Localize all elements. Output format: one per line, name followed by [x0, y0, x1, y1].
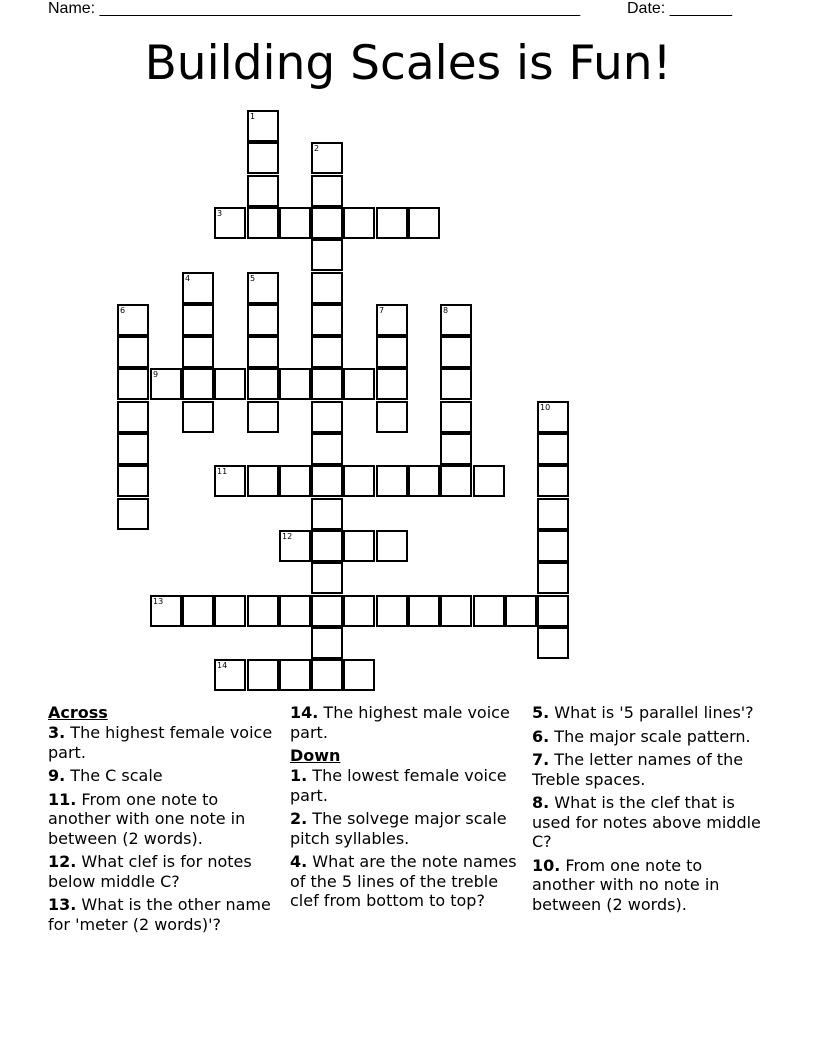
clue-number: 13. [48, 895, 77, 914]
crossword-cell[interactable] [182, 595, 214, 627]
crossword-cell[interactable] [214, 465, 246, 497]
crossword-cell[interactable] [182, 368, 214, 400]
crossword-cell[interactable] [440, 433, 472, 465]
crossword-cell[interactable] [343, 659, 375, 691]
crossword-cell[interactable] [537, 627, 569, 659]
crossword-cell[interactable] [537, 562, 569, 594]
cell-number: 9 [153, 370, 159, 379]
clue-number: 11. [48, 789, 77, 809]
crossword-cell[interactable] [537, 498, 569, 530]
crossword-cell[interactable] [247, 207, 279, 239]
crossword-cell[interactable] [311, 368, 343, 400]
crossword-cell[interactable] [408, 207, 440, 239]
clue-text: The highest male voice part. [290, 703, 510, 742]
cell-number: 6 [120, 306, 126, 315]
clues-column-3 [532, 703, 764, 918]
crossword-cell[interactable] [279, 465, 311, 497]
clue-down-7 [532, 750, 764, 789]
crossword-cell[interactable] [311, 595, 343, 627]
crossword-cell[interactable] [311, 336, 343, 368]
clue-text: The C scale [65, 766, 163, 785]
down-heading: Down [290, 746, 341, 765]
clue-number: 8. [532, 793, 550, 812]
crossword-cell[interactable] [214, 207, 246, 239]
crossword-cell[interactable] [117, 465, 149, 497]
clue-text: What are the note names of the 5 lines of the treble clef from bottom to top? [290, 852, 517, 910]
crossword-cell[interactable] [311, 142, 343, 174]
crossword-cell[interactable] [117, 401, 149, 433]
clue-text: What clef is for notes below middle C? [48, 852, 252, 891]
crossword-cell[interactable] [311, 659, 343, 691]
crossword-cell[interactable] [311, 175, 343, 207]
cell-number: 7 [379, 306, 385, 315]
clue-text: The highest female voice part. [48, 723, 273, 762]
crossword-cell[interactable] [150, 368, 182, 400]
clues-column-2 [290, 703, 522, 915]
clue-text: The solvege major scale pitch syllables. [290, 809, 507, 848]
clue-across-13 [48, 895, 280, 934]
clue-number: 5. [532, 703, 550, 722]
cell-number: 3 [217, 209, 223, 218]
crossword-cell[interactable] [150, 595, 182, 627]
clue-text: The letter names of the Treble spaces. [532, 750, 744, 789]
clue-number: 10. [532, 855, 561, 875]
clue-down-1 [290, 766, 522, 805]
clue-down-10 [532, 856, 764, 915]
crossword-cell[interactable] [279, 530, 311, 562]
crossword-cell[interactable] [440, 595, 472, 627]
crossword-cell[interactable] [247, 175, 279, 207]
crossword-cell[interactable] [537, 465, 569, 497]
crossword-cell[interactable] [279, 207, 311, 239]
crossword-cell[interactable] [440, 336, 472, 368]
crossword-cell[interactable] [440, 401, 472, 433]
clue-text: What is the clef that is used for notes above middle C? [532, 793, 761, 851]
crossword-cell[interactable] [408, 595, 440, 627]
crossword-cell[interactable] [247, 401, 279, 433]
clue-number: 1. [290, 766, 308, 785]
clue-down-4 [290, 852, 522, 911]
across-heading: Across [48, 703, 108, 722]
cell-number: 1 [250, 112, 256, 121]
crossword-cell[interactable] [537, 401, 569, 433]
clue-number: 3. [48, 723, 66, 742]
crossword-cell[interactable] [311, 272, 343, 304]
crossword-cell[interactable] [311, 465, 343, 497]
crossword-cell[interactable] [247, 368, 279, 400]
crossword-cell[interactable] [311, 401, 343, 433]
clue-down-8 [532, 793, 764, 852]
crossword-cell[interactable] [247, 110, 279, 142]
clue-number: 9. [48, 766, 66, 785]
clue-number: 7. [532, 750, 550, 769]
crossword-cell[interactable] [214, 659, 246, 691]
crossword-cell[interactable] [473, 595, 505, 627]
crossword-cell[interactable] [376, 336, 408, 368]
clue-across-12 [48, 852, 280, 891]
crossword-cell[interactable] [247, 336, 279, 368]
clue-number: 14. [290, 703, 319, 722]
crossword-cell[interactable] [247, 659, 279, 691]
crossword-cell[interactable] [117, 498, 149, 530]
clues-column-1 [48, 703, 280, 938]
clue-text: What is the other name for 'meter (2 words)'? [48, 895, 271, 934]
crossword-cell[interactable] [247, 465, 279, 497]
clue-number: 2. [290, 809, 308, 828]
clue-down-2 [290, 809, 522, 848]
crossword-cell[interactable] [376, 304, 408, 336]
crossword-cell[interactable] [537, 595, 569, 627]
crossword-cell[interactable] [279, 595, 311, 627]
clue-across-14 [290, 703, 522, 742]
crossword-cell[interactable] [182, 272, 214, 304]
clue-across-11 [48, 790, 280, 849]
crossword-cell[interactable] [182, 401, 214, 433]
crossword-cell[interactable] [311, 530, 343, 562]
clue-text: From one note to another with no note in between (2 words). [532, 855, 720, 914]
crossword-cell[interactable] [537, 433, 569, 465]
crossword-cell[interactable] [279, 368, 311, 400]
clue-across-3 [48, 723, 280, 762]
clue-number: 6. [532, 726, 550, 746]
crossword-cell[interactable] [440, 304, 472, 336]
crossword-cell[interactable] [376, 401, 408, 433]
clue-text: The major scale pattern. [549, 726, 751, 746]
crossword-cell[interactable] [473, 465, 505, 497]
crossword-cell[interactable] [376, 465, 408, 497]
crossword-cell[interactable] [214, 368, 246, 400]
clue-number: 12. [48, 852, 77, 871]
crossword-cell[interactable] [408, 465, 440, 497]
crossword-cell[interactable] [311, 627, 343, 659]
crossword-cell[interactable] [343, 368, 375, 400]
crossword-cell[interactable] [343, 530, 375, 562]
crossword-cell[interactable] [311, 433, 343, 465]
crossword-cell[interactable] [311, 562, 343, 594]
crossword-cell[interactable] [343, 465, 375, 497]
crossword-cell[interactable] [117, 433, 149, 465]
crossword-cell[interactable] [247, 304, 279, 336]
crossword-cell[interactable] [440, 465, 472, 497]
crossword-cell[interactable] [376, 530, 408, 562]
crossword-cell[interactable] [247, 272, 279, 304]
cell-number: 4 [185, 274, 191, 283]
name-field[interactable]: Name: ______________________________________________________ [48, 0, 581, 17]
crossword-cell[interactable] [117, 304, 149, 336]
cell-number: 11 [217, 467, 228, 476]
clue-text: From one note to another with one note in between (2 words). [48, 789, 246, 848]
crossword-cell[interactable] [247, 595, 279, 627]
page-title: Building Scales is Fun! [144, 36, 672, 91]
crossword-cell[interactable] [505, 595, 537, 627]
crossword-cell[interactable] [247, 142, 279, 174]
cell-number: 10 [540, 403, 551, 412]
cell-number: 5 [250, 274, 256, 283]
crossword-cell[interactable] [376, 207, 408, 239]
crossword-cell[interactable] [311, 304, 343, 336]
crossword-cell[interactable] [376, 368, 408, 400]
cell-number: 2 [314, 144, 320, 153]
clue-number: 4. [290, 852, 308, 871]
crossword-cell[interactable] [117, 336, 149, 368]
crossword-cell[interactable] [311, 498, 343, 530]
cell-number: 14 [217, 661, 228, 670]
crossword-cell[interactable] [537, 530, 569, 562]
crossword-cell[interactable] [182, 304, 214, 336]
crossword-cell[interactable] [440, 368, 472, 400]
crossword-cell[interactable] [117, 368, 149, 400]
clue-down-6 [532, 727, 764, 747]
cell-number: 13 [153, 597, 164, 606]
cell-number: 12 [282, 532, 293, 541]
clue-down-5 [532, 703, 764, 723]
crossword-cell[interactable] [182, 336, 214, 368]
clue-text: What is '5 parallel lines'? [549, 703, 754, 722]
crossword-cell[interactable] [376, 595, 408, 627]
date-field[interactable]: Date: _______ [627, 0, 732, 17]
crossword-cell[interactable] [311, 239, 343, 271]
cell-number: 8 [443, 306, 449, 315]
crossword-cell[interactable] [311, 207, 343, 239]
crossword-cell[interactable] [343, 207, 375, 239]
crossword-cell[interactable] [279, 659, 311, 691]
clue-across-9 [48, 766, 280, 786]
clue-text: The lowest female voice part. [290, 766, 507, 805]
crossword-cell[interactable] [343, 595, 375, 627]
crossword-cell[interactable] [214, 595, 246, 627]
